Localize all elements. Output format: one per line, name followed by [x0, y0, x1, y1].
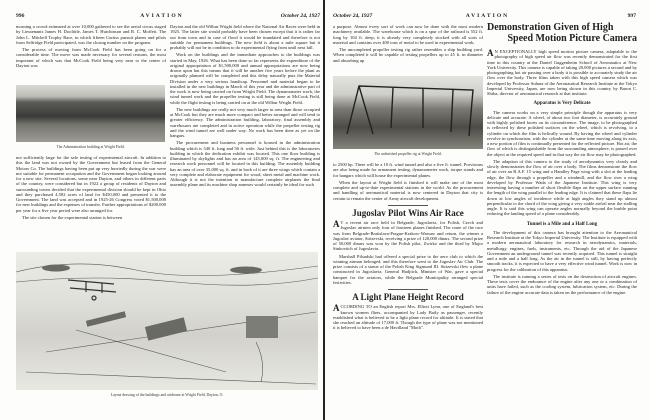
paragraph: not sufficiently large for the safe testing of experimental aircraft. In addition to this the land was not owned by the Government but leased from the General Motors Co. The buildings having been put up very hurriedly during the war were not suitable for permanent occupation and the Government began looking around for a new site. Several locations, some near Dayton, and others in different parts of the country, were considered but in 1922 a group of residents of Dayton and surrounding towns decided that the experimental division should be kept in Ohio and they purchased 4,582 acres of land for $450,000 and presented it to the Government. The land was accepted and in 1925-26 Congress voted $1,500,000 for new buildings and the expenses of transfer. Further appropriations of $200,000 per year for a five year period were also arranged for.	[16, 155, 166, 213]
paragraph: N EXCEPTIONALLY high speed motion picture camera, adaptable to the photography of high speed air flow was recently demonstrated for the first time in this country at the Daniel Guggenheim School of Aeronautics at New York University. This camera is capable of taking 20,000 pictures a second and by photographing hot air passing over a body it is possible to accurately study the air flow over the body. Three films taken with this high speed camera which was developed by Professor Suhara of the Aeronautical Research Institute at the Tokyo Imperial University, Japan, are now being shown in this country by Baron C. Shiba, director of aeronautical research at that institute.	[487, 49, 637, 96]
divider	[388, 205, 428, 206]
paragraph: morning a crowd estimated at over 10,000 gathered to see the aerial circus staged by Lieutenants James H. Doolittle, James T. Hutchinson and R. C. Moffett. The John L. Mitchell Trophy Race, in which fifteen Curtiss pursuit planes and pilots from Selfridge Field participated, was the closing number on the program.	[16, 24, 166, 45]
subhead-tunnel: Tunnel is a Mile and a Half Long	[526, 221, 598, 227]
drop-cap: A	[333, 219, 340, 229]
propeller-rig-photo	[333, 76, 483, 149]
paragraph: to 2500 hp. There will be a 10 ft. wind tunnel and also a five ft. tunnel. Provisions are also being made for armament testing, dynamometer work, torque stands and for hangars which will house the experimental planes.	[333, 162, 483, 178]
paragraph: The adaption of this camera to the study of aerodynamics very clearly and slowly demonstrates the flow of air over a body. The films demonstrate the flow of air over an R.A.F. 15 wing and a Handley Page wing with a slot at the leading edge, the flow through a propeller and a windmill, and the flow over a wing developed by Professor Wada of the Japanese Institute. This wing is very interesting having a number of short flexible flaps on the upper surface running the length of the wing parallel to the leading edge. It is claimed that these flaps lie down at low angles of incidence while at high angles they stand up almost perpendicular to the chord of the wing giving a very stable airfoil near the stalling angle. It is said this wing can operate angles normally beyond the burble point reducing the landing speed of a plane considerably.	[487, 158, 637, 217]
paragraph: When the layout at Wright field is finished it will make one of the most complete and up-to-date experimental stations in the world. As the procurement and handling of aeronautical material is now centered in Dayton that city is certain to remain the center of Army aircraft development.	[333, 179, 483, 201]
headline-camera-line2: Speed Motion Picture Camera	[507, 33, 637, 44]
paragraph: The camera works on a very simple principle though the apparatus is very delicate and accurate. A wheel, of about two foot diameter, is accurately ground with highly polished facets on its circumference. The image, to be photographed is reflected by these polished surfaces on the wheel, which is revolving, to a cylinder on which the film is helically wound. By having the wheel and cylinder revolve in synchronism, with the cylinder at the same time moving along its axis, a new portion of film is continually presented for the reflected picture. Hot air, the flow of which is distinguishable from the surrounding atmosphere, is passed over the object at the required speed and in that way the air flow may be photographed.	[487, 109, 637, 157]
subhead-apparatus: Apparatus is Very Delicate	[533, 101, 591, 107]
right-col1-top	[333, 24, 483, 63]
photo-caption: The Administration building at Wright Field.	[56, 145, 125, 149]
layout-caption: Layout drawing of the buildings and airdrome at Wright Field, Dayton, O.	[110, 393, 224, 397]
administration-building-photo	[16, 85, 165, 142]
paragraph: The uncompleted propeller testing rig rather resembles a ship building yard. When completed it will be capable of testing propellers up to 45 ft. in diameter and absorbing up	[333, 47, 483, 63]
page-number: 997	[627, 13, 636, 19]
paragraph: The development of this camera has brought attention to the Aeronautical Research Institute at the Tokyo Imperial University. The Institute is equipped with a modern aeronautical laboratory for research in aerodynamics, materials, metallurgy, engines, fuels, instruments, etc. Through the aid of the Japanese Government an underground tunnel was recently acquired. This tunnel is straight and a mile and a half long. As the air in the tunnel is still, by having perfectly smooth tracks, it is expected to have a very effective wind tunnel. Work is now in progress for the calibration of this apparatus.	[487, 229, 637, 272]
left-col1-bottom	[16, 155, 166, 220]
paragraph: The institute is running a series of tests on the destruction of aircraft engines. These tests cover the endurance of the engine after any one or a combination of units have failed, such as the cooling system, lubrication system, etc. During the failure of the engine accurate data is taken on the performance of the engine.	[487, 273, 637, 295]
right-col2	[487, 22, 637, 295]
paragraph: Marshall Pilsudski had offered a special prize to the aero club to which the winning airman belonged, and this therefore went to the Jugoslav Air Club. The prize consists of a statue of the Polish King Sigmund III. Strizevski flew a plane constructed in Jugoslavia. General Hadjitch, Minister of War, gave a special banquet for the aviators, while the Belgrade Municipality arranged special festivities.	[333, 253, 483, 285]
paragraph: T a recent air race held in Belgrade, Jugoslavia, for Polish, Czech and Jugoslav airmen only four of fourteen planes finished. The route of the race was from Belgrade-Bratislava-Prague-Krakow-Warsaw and return, the winner a Jugoslav aviator, Strizevski, receiving a prize of 120,000 dinars. The second prize of 50,000 dinars was won by the Polish pilot, Zwirko and the third by Major Sinkovitch of Jugoslavia.	[333, 220, 483, 252]
paragraph: CCORDING TO an English report Mrs. Elliott Lynn, one of England's best known women fliers, accompanied by Lady Baily as passenger, recently established what is believed to be a light plane record for altitude. It is stated that she reached an altitude of 17,000 ft. Though the type of plane was not mentioned it is believed to have been a de Havilland "Moth".	[333, 304, 483, 331]
paragraph: The process of moving from McCook Field has been going on for a considerable time. The move was made necessary for several reasons, the most important of which was that McCook Field being very near to the center of Dayton was	[16, 47, 166, 68]
drop-cap: A	[487, 48, 494, 58]
magazine-title: AVIATION	[465, 13, 510, 19]
left-page	[0, 0, 324, 420]
layout-sketch-icon	[16, 252, 318, 390]
headline-light-plane-record: A Light Plane Height Record	[352, 292, 464, 302]
wright-field-layout-drawing	[16, 252, 318, 390]
paragraph: Dayton and the old Wilbur Wright field where the National Air Races were held in 1925. The latter site would probably have been chosen except that it is rather far out from town and in case of flood it would be inundated and therefore is not suitable for permanent buildings. The new field is about a mile square but it probably will not be in condition to do experimental flying from until next fall.	[170, 24, 320, 50]
left-col2	[170, 24, 320, 244]
drop-cap: A	[333, 303, 340, 314]
paragraph: a purpose. Almost every sort of work can now be done with the most modern machinery available. The warehouse which is on a spur of the railroad is 552 ft. long by 104 ft. deep; it is already very completely stocked with all sorts of material and contains over 400 tons of metal to be used in experimental work.	[333, 24, 483, 45]
headline-camera-line1: Demonstration Given of High	[487, 22, 614, 33]
divider	[388, 289, 428, 290]
paragraph: The procurement and business personnel is housed in the administration building which is 540 ft. long and 56 ft. wide. Just behind this is the laboratories building in which the dedication exhibit was located. This one floor building is illuminated by skylights and has an area of 145,000 sq. ft. The engineering and research work personnel will be located in this building. The assembly building has an area of over 35,000 sq. ft. and in back of it are three wings which contain a very complete and elaborate equipment for wood, sheet metal and machine work. Although it is not the intention to manufacture complete airplanes the final assembly plane and its machine shop annexes would certainly be ideal for such	[170, 140, 320, 188]
issue-date: October 24, 1927	[280, 13, 320, 19]
issue-date: October 24, 1927	[333, 13, 373, 19]
paragraph: The new buildings are really not very much larger in area than those occupied at McCook but they are much more compact and better arranged and will tend to greater efficiency. The administration building, laboratory, final assembly and warehouses are completed and in active operation while the propeller testing rig and the wind tunnel are well under way. No work has been done as yet on the hangars.	[170, 106, 320, 138]
left-col1-top	[16, 24, 166, 68]
right-col1-middle	[333, 162, 483, 331]
photo-caption: The unfinished propeller rig at Wright Field.	[374, 152, 442, 156]
magazine-title: AVIATION	[140, 13, 184, 19]
paragraph: Work on the buildings and the immediate approaches to the buildings was started in May, 1926. What has been done so far represents the expenditure of the original appropriation of $1,500,000 and annual appropriations are now being drawn upon but this means that it will be another five years before the plant as originally planned will be completed and this delay naturally puts the Material Division under a very serious handicap. Personnel and material began to be installed in the new buildings in March of this year and the administrative part of the work is now being carried on from Wright Field. The dynamometer work, the wind tunnel work and the propeller testing is still being done at McCook Field, while the flight testing is being carried on at the old Wilbur Wright Field.	[170, 52, 320, 105]
right-page	[325, 0, 650, 420]
headline-jugoslav-pilot: Jugoslav Pilot Wins Air Race	[352, 207, 464, 218]
paragraph: The site chosen for the experimental station is between	[22, 214, 122, 220]
page-number: 996	[16, 13, 25, 19]
propeller-rig-sketch-icon	[333, 76, 483, 149]
